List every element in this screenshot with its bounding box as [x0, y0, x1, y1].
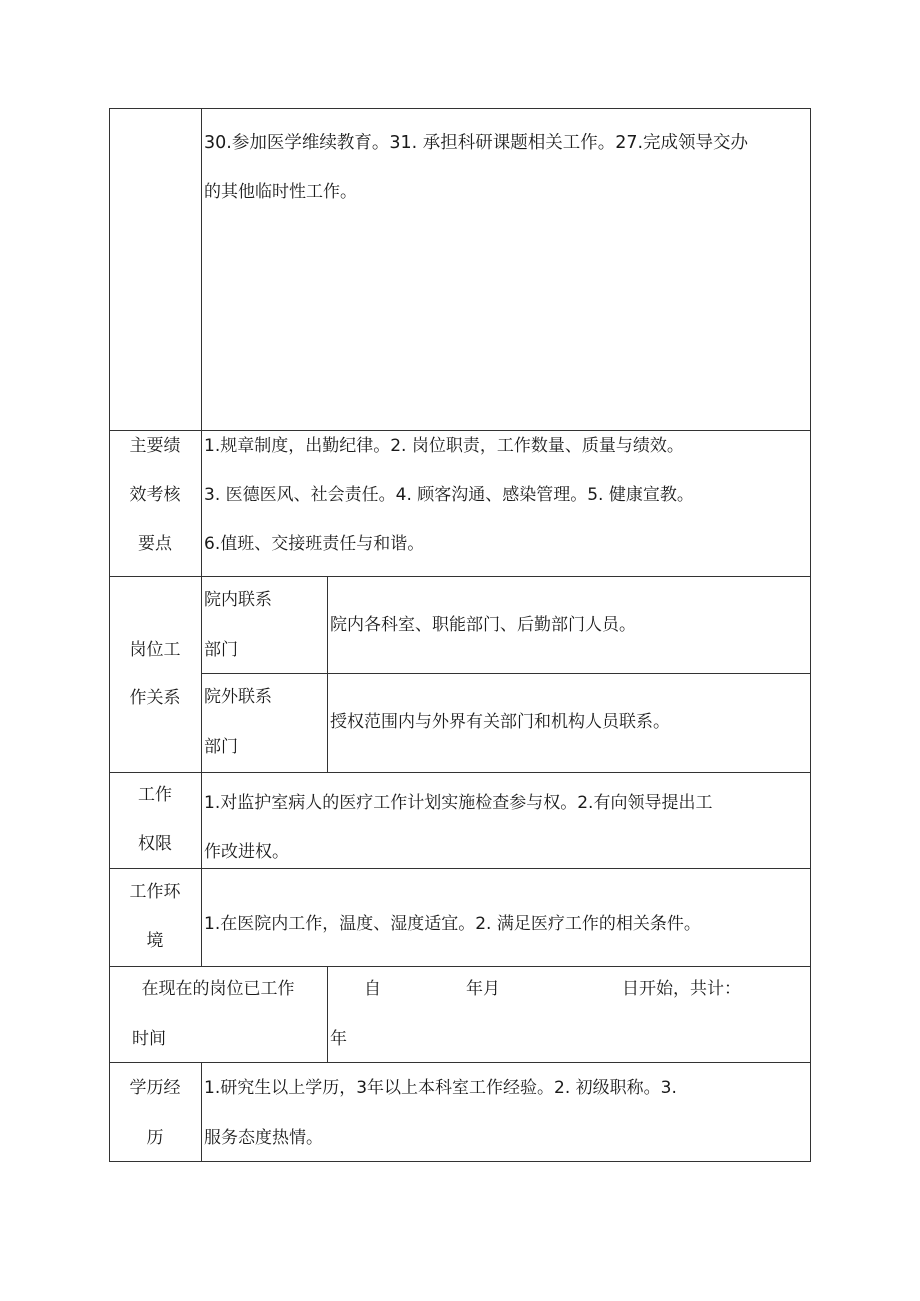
row-divider-environment — [109, 966, 811, 967]
row-divider-relations-inner — [201, 673, 811, 674]
authority-line-1: 1.对监护室病人的医疗工作计划实施检查参与权。2.有向领导提出工 — [204, 793, 713, 813]
environment-content: 1.在医院内工作，温度、湿度适宜。2. 满足医疗工作的相关条件。 — [204, 914, 701, 934]
row-divider-duties — [109, 430, 811, 431]
external-label-line-2: 部门 — [204, 737, 238, 757]
relations-label-line-2: 作关系 — [129, 688, 181, 708]
tenure-years: 年 — [330, 1029, 347, 1049]
environment-label-line-2: 境 — [146, 931, 164, 951]
environment-label-line-1: 工作环 — [129, 882, 181, 902]
tenure-divider — [327, 966, 328, 1062]
tenure-label-line-2: 时间 — [132, 1029, 166, 1049]
education-line-1: 1.研究生以上学历，3年以上本科室工作经验。2. 初级职称。3. — [204, 1078, 677, 1098]
authority-line-2: 作改进权。 — [204, 842, 289, 862]
duties-line-1: 30.参加医学维续教育。31. 承担科研课题相关工作。27.完成领导交办 — [204, 133, 749, 153]
external-label-line-1: 院外联系 — [204, 687, 272, 707]
internal-label-line-1: 院内联系 — [204, 590, 272, 610]
table-border — [109, 108, 811, 1162]
tenure-start-total: 日开始，共计： — [622, 979, 741, 999]
tenure-label-line-1: 在现在的岗位已工作 — [141, 979, 295, 999]
row-divider-authority — [109, 868, 811, 869]
internal-label-line-2: 部门 — [204, 640, 238, 660]
performance-label-line-1: 主要绩 — [129, 436, 181, 456]
duties-line-2: 的其他临时性工作。 — [204, 182, 357, 202]
authority-label-line-1: 工作 — [138, 785, 172, 805]
performance-line-2: 3. 医德医风、社会责任。4. 顾客沟通、感染管理。5. 健康宣教。 — [204, 485, 694, 505]
external-content: 授权范围内与外界有关部门和机构人员联系。 — [330, 712, 670, 732]
label-column-divider-lower — [201, 1062, 202, 1162]
education-label-line-2: 历 — [146, 1128, 164, 1148]
performance-line-3: 6.值班、交接班责任与和谐。 — [204, 534, 425, 554]
performance-label-line-2: 效考核 — [129, 485, 181, 505]
authority-label-line-2: 权限 — [138, 834, 172, 854]
tenure-from: 自 — [364, 979, 381, 999]
row-divider-relations — [109, 772, 811, 773]
row-divider-performance — [109, 576, 811, 577]
internal-content: 院内各科室、职能部门、后勤部门人员。 — [330, 615, 636, 635]
relations-label-line-1: 岗位工 — [129, 640, 181, 660]
row-divider-tenure — [109, 1062, 811, 1063]
education-line-2: 服务态度热情。 — [204, 1128, 323, 1148]
performance-line-1: 1.规章制度，出勤纪律。2. 岗位职责，工作数量、质量与绩效。 — [204, 436, 684, 456]
relations-sub-divider — [327, 576, 328, 772]
label-column-divider — [201, 108, 202, 966]
education-label-line-1: 学历经 — [129, 1078, 181, 1098]
tenure-year-month: 年月 — [466, 979, 500, 999]
performance-label-line-3: 要点 — [138, 534, 172, 554]
